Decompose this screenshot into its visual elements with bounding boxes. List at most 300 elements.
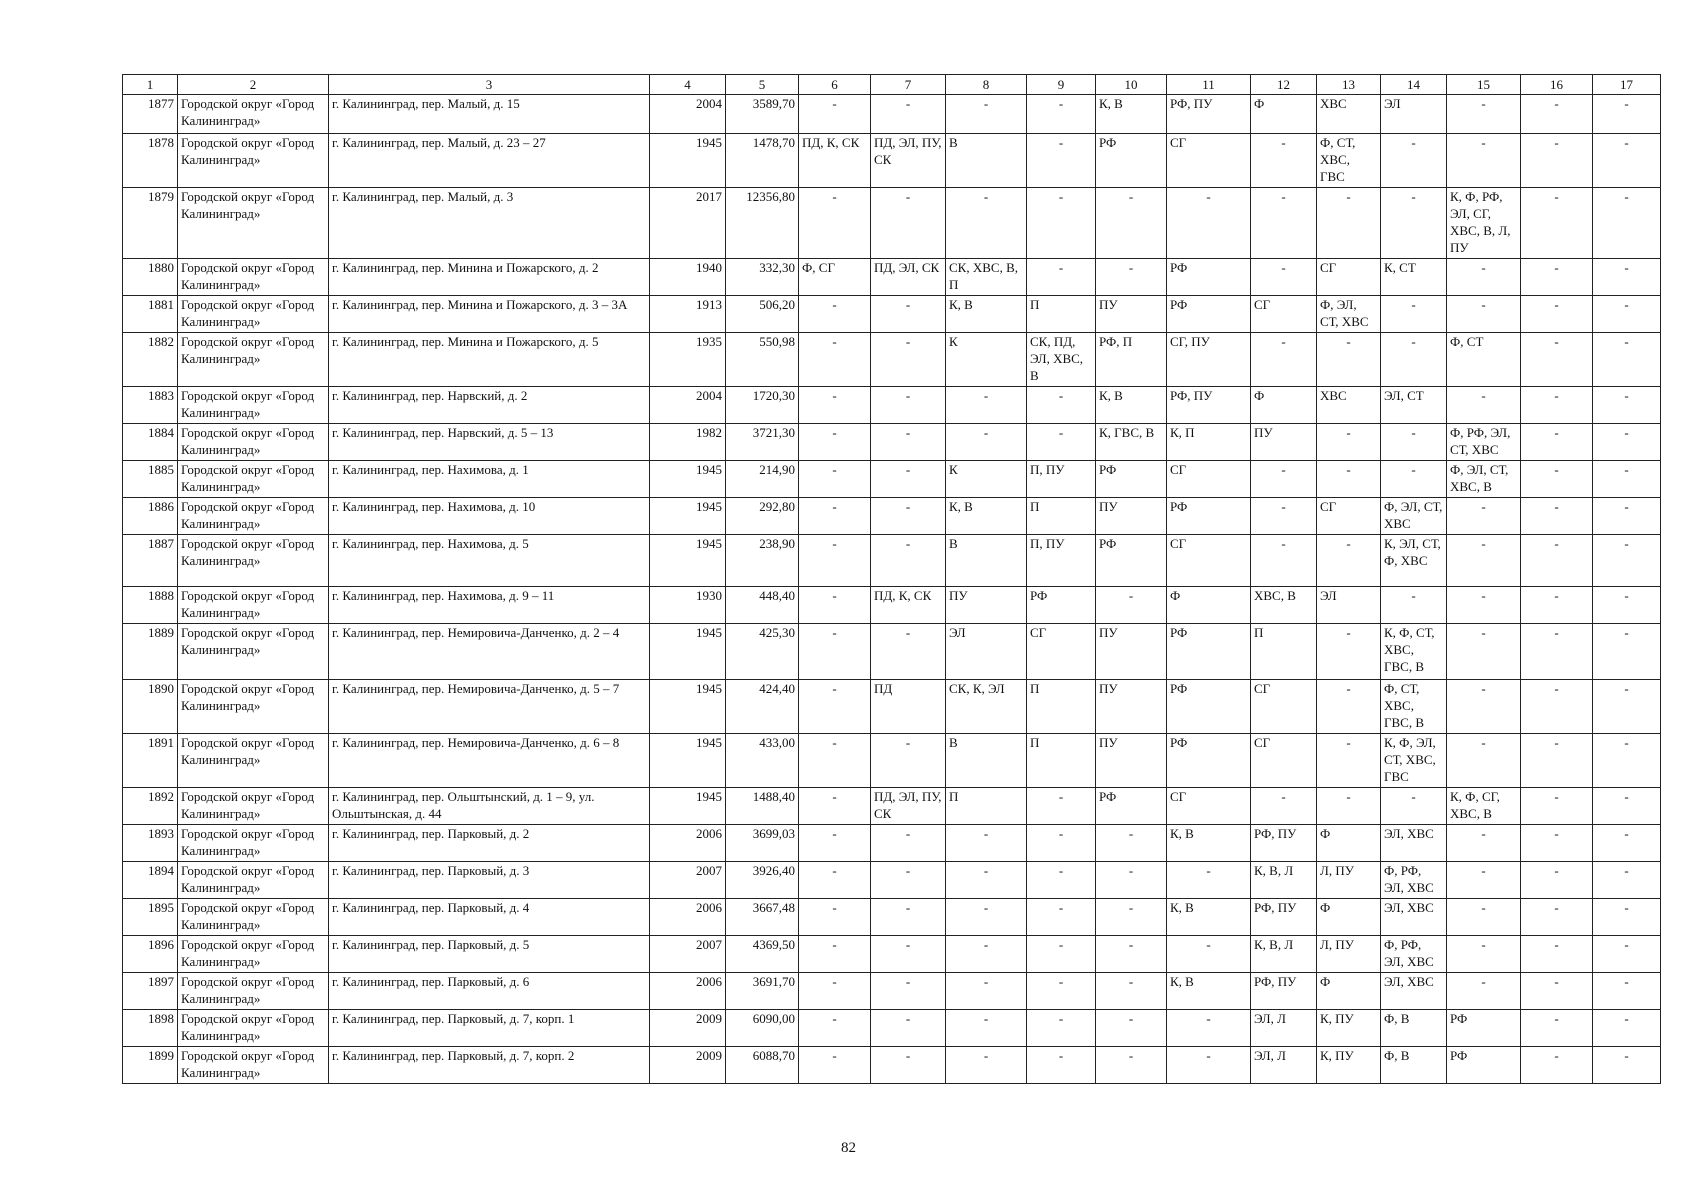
cell-col-1: 1880 <box>123 259 178 296</box>
cell-col-5: 3691,70 <box>726 973 799 1010</box>
table-row <box>123 188 1661 259</box>
cell-col-11: Ф <box>1167 587 1251 624</box>
cell-col-16: - <box>1521 498 1593 535</box>
cell-col-11: СГ, ПУ <box>1167 333 1251 387</box>
cell-col-3: г. Калининград, пер. Парковый, д. 3 <box>329 862 650 899</box>
cell-col-10: - <box>1096 188 1167 259</box>
cell-col-5: 424,40 <box>726 680 799 734</box>
cell-col-5: 1488,40 <box>726 788 799 825</box>
cell-col-13: Ф, СТ, ХВС, ГВС <box>1317 134 1381 188</box>
cell-col-8: ПУ <box>946 587 1027 624</box>
column-header-10: 10 <box>1096 75 1167 95</box>
cell-col-17: - <box>1593 1010 1661 1047</box>
cell-col-8: - <box>946 95 1027 134</box>
cell-col-9: - <box>1027 424 1096 461</box>
cell-col-9: СК, ПД, ЭЛ, ХВС, В <box>1027 333 1096 387</box>
cell-col-16: - <box>1521 973 1593 1010</box>
cell-col-4: 1913 <box>650 296 726 333</box>
cell-col-12: СГ <box>1251 734 1317 788</box>
cell-col-12: СГ <box>1251 680 1317 734</box>
cell-col-7: - <box>871 936 946 973</box>
cell-col-14: К, СТ <box>1381 259 1447 296</box>
cell-col-14: Ф, В <box>1381 1047 1447 1084</box>
cell-col-10: К, ГВС, В <box>1096 424 1167 461</box>
cell-col-17: - <box>1593 134 1661 188</box>
cell-col-9: - <box>1027 95 1096 134</box>
cell-col-1: 1878 <box>123 134 178 188</box>
cell-col-3: г. Калининград, пер. Нахимова, д. 1 <box>329 461 650 498</box>
cell-col-14: К, Ф, ЭЛ, СТ, ХВС, ГВС <box>1381 734 1447 788</box>
table-row <box>123 624 1661 680</box>
cell-col-13: - <box>1317 188 1381 259</box>
cell-col-11: - <box>1167 1010 1251 1047</box>
cell-col-13: Ф <box>1317 899 1381 936</box>
table-row <box>123 899 1661 936</box>
cell-col-12: ПУ <box>1251 424 1317 461</box>
cell-col-6: - <box>799 1010 871 1047</box>
cell-col-12: РФ, ПУ <box>1251 899 1317 936</box>
cell-col-9: П <box>1027 296 1096 333</box>
cell-col-9: - <box>1027 973 1096 1010</box>
cell-col-1: 1877 <box>123 95 178 134</box>
cell-col-16: - <box>1521 788 1593 825</box>
cell-col-13: - <box>1317 535 1381 587</box>
cell-col-9: - <box>1027 1010 1096 1047</box>
cell-col-14: Ф, ЭЛ, СТ, ХВС <box>1381 498 1447 535</box>
cell-col-7: - <box>871 333 946 387</box>
cell-col-14: ЭЛ <box>1381 95 1447 134</box>
cell-col-3: г. Калининград, пер. Парковый, д. 7, корп. 2 <box>329 1047 650 1084</box>
cell-col-8: - <box>946 936 1027 973</box>
cell-col-10: - <box>1096 1047 1167 1084</box>
table-row <box>123 788 1661 825</box>
cell-col-10: - <box>1096 259 1167 296</box>
cell-col-12: - <box>1251 333 1317 387</box>
cell-col-11: - <box>1167 862 1251 899</box>
cell-col-15: - <box>1447 680 1521 734</box>
cell-col-11: РФ <box>1167 680 1251 734</box>
cell-col-10: ПУ <box>1096 680 1167 734</box>
cell-col-1: 1898 <box>123 1010 178 1047</box>
cell-col-8: К, В <box>946 296 1027 333</box>
cell-col-3: г. Калининград, пер. Минина и Пожарского, д. 5 <box>329 333 650 387</box>
cell-col-7: - <box>871 188 946 259</box>
cell-col-11: К, В <box>1167 825 1251 862</box>
cell-col-7: - <box>871 734 946 788</box>
cell-col-12: Ф <box>1251 387 1317 424</box>
cell-col-1: 1879 <box>123 188 178 259</box>
cell-col-15: - <box>1447 899 1521 936</box>
cell-col-13: - <box>1317 734 1381 788</box>
cell-col-13: К, ПУ <box>1317 1047 1381 1084</box>
cell-col-10: РФ <box>1096 788 1167 825</box>
cell-col-11: РФ <box>1167 624 1251 680</box>
cell-col-3: г. Калининград, пер. Минина и Пожарского, д. 2 <box>329 259 650 296</box>
table-row <box>123 680 1661 734</box>
cell-col-15: - <box>1447 862 1521 899</box>
cell-col-13: ЭЛ <box>1317 587 1381 624</box>
cell-col-11: - <box>1167 188 1251 259</box>
cell-col-15: - <box>1447 95 1521 134</box>
cell-col-10: РФ <box>1096 461 1167 498</box>
cell-col-1: 1883 <box>123 387 178 424</box>
column-header-3: 3 <box>329 75 650 95</box>
cell-col-14: К, Ф, СТ, ХВС, ГВС, В <box>1381 624 1447 680</box>
cell-col-13: К, ПУ <box>1317 1010 1381 1047</box>
cell-col-5: 1478,70 <box>726 134 799 188</box>
cell-col-16: - <box>1521 535 1593 587</box>
cell-col-3: г. Калининград, пер. Парковый, д. 7, корп. 1 <box>329 1010 650 1047</box>
column-header-13: 13 <box>1317 75 1381 95</box>
cell-col-1: 1881 <box>123 296 178 333</box>
cell-col-14: - <box>1381 461 1447 498</box>
cell-col-3: г. Калининград, пер. Немировича-Данченко, д. 5 – 7 <box>329 680 650 734</box>
cell-col-5: 12356,80 <box>726 188 799 259</box>
cell-col-4: 1945 <box>650 788 726 825</box>
cell-col-8: - <box>946 1047 1027 1084</box>
cell-col-17: - <box>1593 825 1661 862</box>
cell-col-9: - <box>1027 825 1096 862</box>
cell-col-3: г. Калининград, пер. Парковый, д. 4 <box>329 899 650 936</box>
cell-col-2: Городской округ «Город Калининград» <box>178 424 329 461</box>
cell-col-13: Ф <box>1317 973 1381 1010</box>
cell-col-7: ПД, ЭЛ, СК <box>871 259 946 296</box>
table-row <box>123 259 1661 296</box>
table-row <box>123 95 1661 134</box>
cell-col-15: Ф, РФ, ЭЛ, СТ, ХВС <box>1447 424 1521 461</box>
table-row <box>123 333 1661 387</box>
column-header-1: 1 <box>123 75 178 95</box>
cell-col-10: ПУ <box>1096 498 1167 535</box>
cell-col-9: - <box>1027 936 1096 973</box>
cell-col-17: - <box>1593 188 1661 259</box>
cell-col-11: РФ <box>1167 296 1251 333</box>
cell-col-7: - <box>871 1047 946 1084</box>
cell-col-2: Городской округ «Город Калининград» <box>178 899 329 936</box>
cell-col-9: - <box>1027 259 1096 296</box>
cell-col-13: ХВС <box>1317 95 1381 134</box>
cell-col-1: 1885 <box>123 461 178 498</box>
cell-col-9: - <box>1027 188 1096 259</box>
table-row <box>123 973 1661 1010</box>
cell-col-6: - <box>799 296 871 333</box>
cell-col-10: ПУ <box>1096 296 1167 333</box>
cell-col-1: 1899 <box>123 1047 178 1084</box>
cell-col-14: ЭЛ, ХВС <box>1381 825 1447 862</box>
cell-col-3: г. Калининград, пер. Парковый, д. 5 <box>329 936 650 973</box>
cell-col-10: - <box>1096 825 1167 862</box>
table-row <box>123 1047 1661 1084</box>
cell-col-6: - <box>799 936 871 973</box>
cell-col-4: 2006 <box>650 825 726 862</box>
cell-col-2: Городской округ «Город Калининград» <box>178 680 329 734</box>
cell-col-7: - <box>871 296 946 333</box>
cell-col-15: - <box>1447 498 1521 535</box>
cell-col-4: 1945 <box>650 624 726 680</box>
cell-col-2: Городской округ «Город Калининград» <box>178 535 329 587</box>
cell-col-5: 6088,70 <box>726 1047 799 1084</box>
cell-col-2: Городской округ «Город Калининград» <box>178 936 329 973</box>
column-header-9: 9 <box>1027 75 1096 95</box>
cell-col-12: П <box>1251 624 1317 680</box>
cell-col-9: П <box>1027 734 1096 788</box>
cell-col-7: ПД, ЭЛ, ПУ, СК <box>871 788 946 825</box>
cell-col-17: - <box>1593 535 1661 587</box>
cell-col-16: - <box>1521 862 1593 899</box>
cell-col-4: 1945 <box>650 461 726 498</box>
cell-col-8: - <box>946 899 1027 936</box>
cell-col-3: г. Калининград, пер. Немировича-Данченко, д. 2 – 4 <box>329 624 650 680</box>
column-header-7: 7 <box>871 75 946 95</box>
cell-col-4: 1930 <box>650 587 726 624</box>
cell-col-16: - <box>1521 587 1593 624</box>
table-body <box>123 95 1661 1084</box>
cell-col-8: В <box>946 734 1027 788</box>
cell-col-15: К, Ф, РФ, ЭЛ, СГ, ХВС, В, Л, ПУ <box>1447 188 1521 259</box>
cell-col-4: 1945 <box>650 134 726 188</box>
cell-col-10: - <box>1096 1010 1167 1047</box>
cell-col-16: - <box>1521 188 1593 259</box>
cell-col-4: 1945 <box>650 535 726 587</box>
cell-col-5: 433,00 <box>726 734 799 788</box>
cell-col-15: - <box>1447 134 1521 188</box>
cell-col-5: 425,30 <box>726 624 799 680</box>
table-row <box>123 587 1661 624</box>
cell-col-2: Городской округ «Город Калининград» <box>178 1047 329 1084</box>
cell-col-15: Ф, ЭЛ, СТ, ХВС, В <box>1447 461 1521 498</box>
cell-col-14: ЭЛ, ХВС <box>1381 973 1447 1010</box>
cell-col-4: 2004 <box>650 95 726 134</box>
cell-col-5: 6090,00 <box>726 1010 799 1047</box>
cell-col-1: 1888 <box>123 587 178 624</box>
table-row <box>123 387 1661 424</box>
cell-col-3: г. Калининград, пер. Немировича-Данченко, д. 6 – 8 <box>329 734 650 788</box>
cell-col-14: - <box>1381 296 1447 333</box>
cell-col-12: Ф <box>1251 95 1317 134</box>
cell-col-9: РФ <box>1027 587 1096 624</box>
cell-col-9: П <box>1027 498 1096 535</box>
column-header-15: 15 <box>1447 75 1521 95</box>
cell-col-1: 1894 <box>123 862 178 899</box>
table-header <box>123 75 1661 95</box>
cell-col-9: П, ПУ <box>1027 461 1096 498</box>
cell-col-2: Городской округ «Город Калининград» <box>178 188 329 259</box>
table-row <box>123 734 1661 788</box>
cell-col-4: 1945 <box>650 680 726 734</box>
cell-col-5: 3589,70 <box>726 95 799 134</box>
cell-col-2: Городской округ «Город Калининград» <box>178 862 329 899</box>
cell-col-13: - <box>1317 788 1381 825</box>
cell-col-14: - <box>1381 424 1447 461</box>
cell-col-5: 506,20 <box>726 296 799 333</box>
cell-col-4: 2004 <box>650 387 726 424</box>
cell-col-6: - <box>799 95 871 134</box>
cell-col-11: СГ <box>1167 788 1251 825</box>
cell-col-15: - <box>1447 734 1521 788</box>
cell-col-6: - <box>799 624 871 680</box>
cell-col-2: Городской округ «Город Калининград» <box>178 624 329 680</box>
cell-col-17: - <box>1593 424 1661 461</box>
cell-col-16: - <box>1521 259 1593 296</box>
cell-col-8: В <box>946 535 1027 587</box>
cell-col-2: Городской округ «Город Калининград» <box>178 825 329 862</box>
table-row <box>123 498 1661 535</box>
cell-col-13: Л, ПУ <box>1317 936 1381 973</box>
cell-col-16: - <box>1521 134 1593 188</box>
cell-col-15: - <box>1447 587 1521 624</box>
cell-col-7: - <box>871 95 946 134</box>
cell-col-5: 214,90 <box>726 461 799 498</box>
cell-col-13: - <box>1317 680 1381 734</box>
cell-col-6: - <box>799 734 871 788</box>
cell-col-8: - <box>946 862 1027 899</box>
cell-col-15: Ф, СТ <box>1447 333 1521 387</box>
cell-col-14: ЭЛ, ХВС <box>1381 899 1447 936</box>
column-header-4: 4 <box>650 75 726 95</box>
cell-col-15: К, Ф, СГ, ХВС, В <box>1447 788 1521 825</box>
cell-col-2: Городской округ «Город Калининград» <box>178 788 329 825</box>
cell-col-5: 332,30 <box>726 259 799 296</box>
cell-col-14: ЭЛ, СТ <box>1381 387 1447 424</box>
cell-col-3: г. Калининград, пер. Минина и Пожарского, д. 3 – 3А <box>329 296 650 333</box>
cell-col-12: - <box>1251 259 1317 296</box>
cell-col-2: Городской округ «Город Калининград» <box>178 461 329 498</box>
cell-col-6: - <box>799 862 871 899</box>
cell-col-17: - <box>1593 788 1661 825</box>
cell-col-6: - <box>799 1047 871 1084</box>
column-header-11: 11 <box>1167 75 1251 95</box>
cell-col-12: - <box>1251 788 1317 825</box>
cell-col-12: - <box>1251 498 1317 535</box>
cell-col-16: - <box>1521 624 1593 680</box>
cell-col-6: - <box>799 333 871 387</box>
cell-col-16: - <box>1521 680 1593 734</box>
cell-col-6: - <box>799 587 871 624</box>
cell-col-7: - <box>871 825 946 862</box>
cell-col-15: - <box>1447 387 1521 424</box>
cell-col-10: ПУ <box>1096 734 1167 788</box>
cell-col-16: - <box>1521 461 1593 498</box>
cell-col-14: Ф, РФ, ЭЛ, ХВС <box>1381 862 1447 899</box>
cell-col-15: - <box>1447 936 1521 973</box>
cell-col-12: ЭЛ, Л <box>1251 1047 1317 1084</box>
cell-col-11: СГ <box>1167 134 1251 188</box>
cell-col-8: - <box>946 424 1027 461</box>
cell-col-7: ПД, ЭЛ, ПУ, СК <box>871 134 946 188</box>
column-header-6: 6 <box>799 75 871 95</box>
cell-col-14: - <box>1381 333 1447 387</box>
cell-col-12: - <box>1251 535 1317 587</box>
cell-col-10: - <box>1096 862 1167 899</box>
cell-col-7: - <box>871 498 946 535</box>
table-row <box>123 296 1661 333</box>
cell-col-3: г. Калининград, пер. Парковый, д. 6 <box>329 973 650 1010</box>
cell-col-11: РФ, ПУ <box>1167 95 1251 134</box>
page-number: 82 <box>841 1140 856 1156</box>
cell-col-13: - <box>1317 333 1381 387</box>
cell-col-15: - <box>1447 535 1521 587</box>
cell-col-13: ХВС <box>1317 387 1381 424</box>
cell-col-8: СК, ХВС, В, П <box>946 259 1027 296</box>
cell-col-6: - <box>799 825 871 862</box>
table-row <box>123 825 1661 862</box>
cell-col-2: Городской округ «Город Калининград» <box>178 587 329 624</box>
cell-col-13: СГ <box>1317 259 1381 296</box>
cell-col-10: ПУ <box>1096 624 1167 680</box>
cell-col-13: - <box>1317 461 1381 498</box>
cell-col-17: - <box>1593 862 1661 899</box>
cell-col-11: СГ <box>1167 535 1251 587</box>
header-row <box>123 75 1661 95</box>
cell-col-17: - <box>1593 587 1661 624</box>
cell-col-17: - <box>1593 973 1661 1010</box>
cell-col-16: - <box>1521 825 1593 862</box>
cell-col-17: - <box>1593 1047 1661 1084</box>
cell-col-3: г. Калининград, пер. Нахимова, д. 10 <box>329 498 650 535</box>
cell-col-6: - <box>799 973 871 1010</box>
cell-col-6: - <box>799 498 871 535</box>
register-table <box>122 74 1661 1084</box>
cell-col-4: 1935 <box>650 333 726 387</box>
cell-col-15: РФ <box>1447 1010 1521 1047</box>
cell-col-4: 1982 <box>650 424 726 461</box>
cell-col-11: РФ, ПУ <box>1167 387 1251 424</box>
cell-col-11: - <box>1167 1047 1251 1084</box>
cell-col-2: Городской округ «Город Калининград» <box>178 95 329 134</box>
cell-col-11: К, В <box>1167 973 1251 1010</box>
cell-col-13: СГ <box>1317 498 1381 535</box>
cell-col-13: Ф, ЭЛ, СТ, ХВС <box>1317 296 1381 333</box>
cell-col-8: ЭЛ <box>946 624 1027 680</box>
table-row <box>123 862 1661 899</box>
cell-col-2: Городской округ «Город Калининград» <box>178 1010 329 1047</box>
cell-col-17: - <box>1593 296 1661 333</box>
cell-col-8: К, В <box>946 498 1027 535</box>
cell-col-9: - <box>1027 387 1096 424</box>
cell-col-15: - <box>1447 296 1521 333</box>
cell-col-16: - <box>1521 296 1593 333</box>
cell-col-5: 1720,30 <box>726 387 799 424</box>
cell-col-16: - <box>1521 1047 1593 1084</box>
cell-col-7: - <box>871 899 946 936</box>
cell-col-8: В <box>946 134 1027 188</box>
cell-col-16: - <box>1521 333 1593 387</box>
cell-col-6: - <box>799 188 871 259</box>
cell-col-9: - <box>1027 134 1096 188</box>
cell-col-3: г. Калининград, пер. Нахимова, д. 5 <box>329 535 650 587</box>
cell-col-8: - <box>946 1010 1027 1047</box>
cell-col-1: 1892 <box>123 788 178 825</box>
cell-col-12: - <box>1251 461 1317 498</box>
cell-col-1: 1890 <box>123 680 178 734</box>
cell-col-17: - <box>1593 624 1661 680</box>
column-header-5: 5 <box>726 75 799 95</box>
cell-col-10: - <box>1096 973 1167 1010</box>
cell-col-11: К, В <box>1167 899 1251 936</box>
cell-col-2: Городской округ «Город Калининград» <box>178 498 329 535</box>
cell-col-2: Городской округ «Город Калининград» <box>178 134 329 188</box>
cell-col-12: - <box>1251 134 1317 188</box>
cell-col-9: - <box>1027 899 1096 936</box>
cell-col-3: г. Калининград, пер. Нарвский, д. 2 <box>329 387 650 424</box>
cell-col-8: П <box>946 788 1027 825</box>
cell-col-7: - <box>871 424 946 461</box>
cell-col-9: СГ <box>1027 624 1096 680</box>
cell-col-17: - <box>1593 680 1661 734</box>
cell-col-12: ХВС, В <box>1251 587 1317 624</box>
cell-col-3: г. Калининград, пер. Нахимова, д. 9 – 11 <box>329 587 650 624</box>
table-row <box>123 1010 1661 1047</box>
